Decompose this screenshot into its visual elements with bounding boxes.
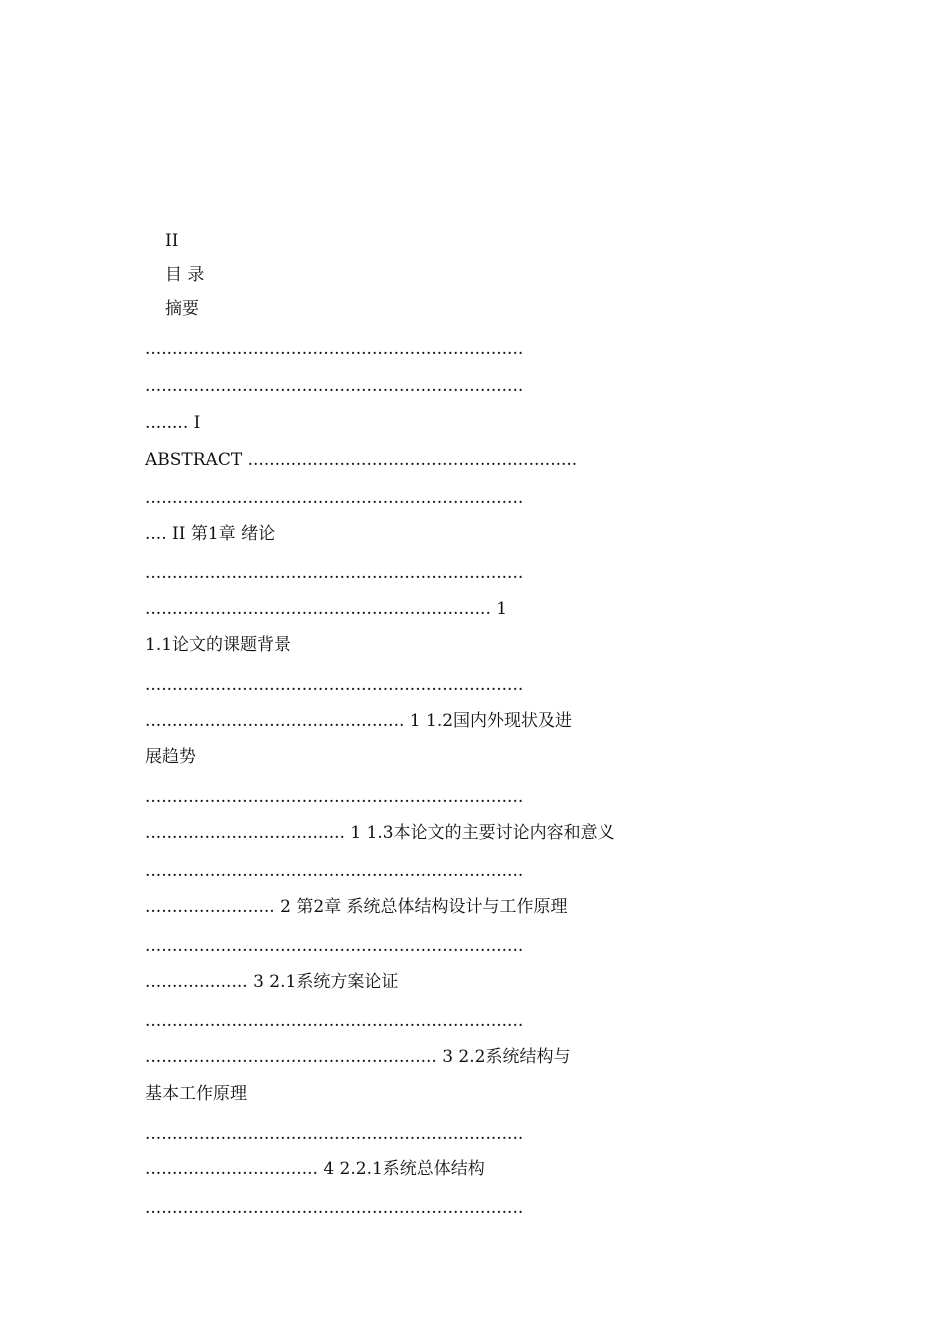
toc-leader-line: ........ I — [145, 413, 201, 433]
toc-leader-line: ...................................................................... — [145, 675, 524, 695]
toc-leader-line: ...................................................................... — [145, 1124, 524, 1144]
toc-entry-chapter-2: ........................ 2 第2章 系统总体结构设计与工作原理 — [145, 897, 568, 917]
toc-entry-1-2: ................................................ 1 1.2国内外现状及进 — [145, 711, 573, 731]
toc-entry-2-2: ...................................................... 3 2.2系统结构与 — [145, 1047, 571, 1067]
toc-leader-line: ...................................................................... — [145, 1011, 524, 1031]
toc-entry-1-1: 1.1论文的课题背景 — [145, 635, 292, 655]
toc-entry-1-3: ..................................... 1 1.3本论文的主要讨论内容和意义 — [145, 823, 615, 843]
toc-entry-2-2-cont: 基本工作原理 — [145, 1084, 247, 1104]
toc-leader-line: ...................................................................... — [145, 488, 524, 508]
toc-leader-line: ................................................................ 1 — [145, 599, 508, 619]
toc-entry-chapter-1: .... II 第1章 绪论 — [145, 524, 276, 544]
toc-entry-2-1: ................... 3 2.1系统方案论证 — [145, 972, 399, 992]
toc-leader-line: ...................................................................... — [145, 1198, 524, 1218]
toc-leader-line: ...................................................................... — [145, 376, 524, 396]
toc-entry-1-2-cont: 展趋势 — [145, 747, 196, 767]
toc-leader-line: ...................................................................... — [145, 563, 524, 583]
toc-leader-line: ...................................................................... — [145, 787, 524, 807]
toc-entry-abstract-cn: 摘要 — [165, 299, 199, 319]
toc-entry-2-2-1: ................................ 4 2.2.1系统总体结构 — [145, 1159, 485, 1179]
page-number-roman: II — [165, 231, 179, 251]
toc-title: 目 录 — [165, 265, 205, 285]
toc-leader-line: ...................................................................... — [145, 861, 524, 881]
toc-entry-abstract-en: ABSTRACT ............................................................. — [145, 450, 578, 470]
toc-leader-line: ...................................................................... — [145, 936, 524, 956]
toc-leader-line: ...................................................................... — [145, 339, 524, 359]
